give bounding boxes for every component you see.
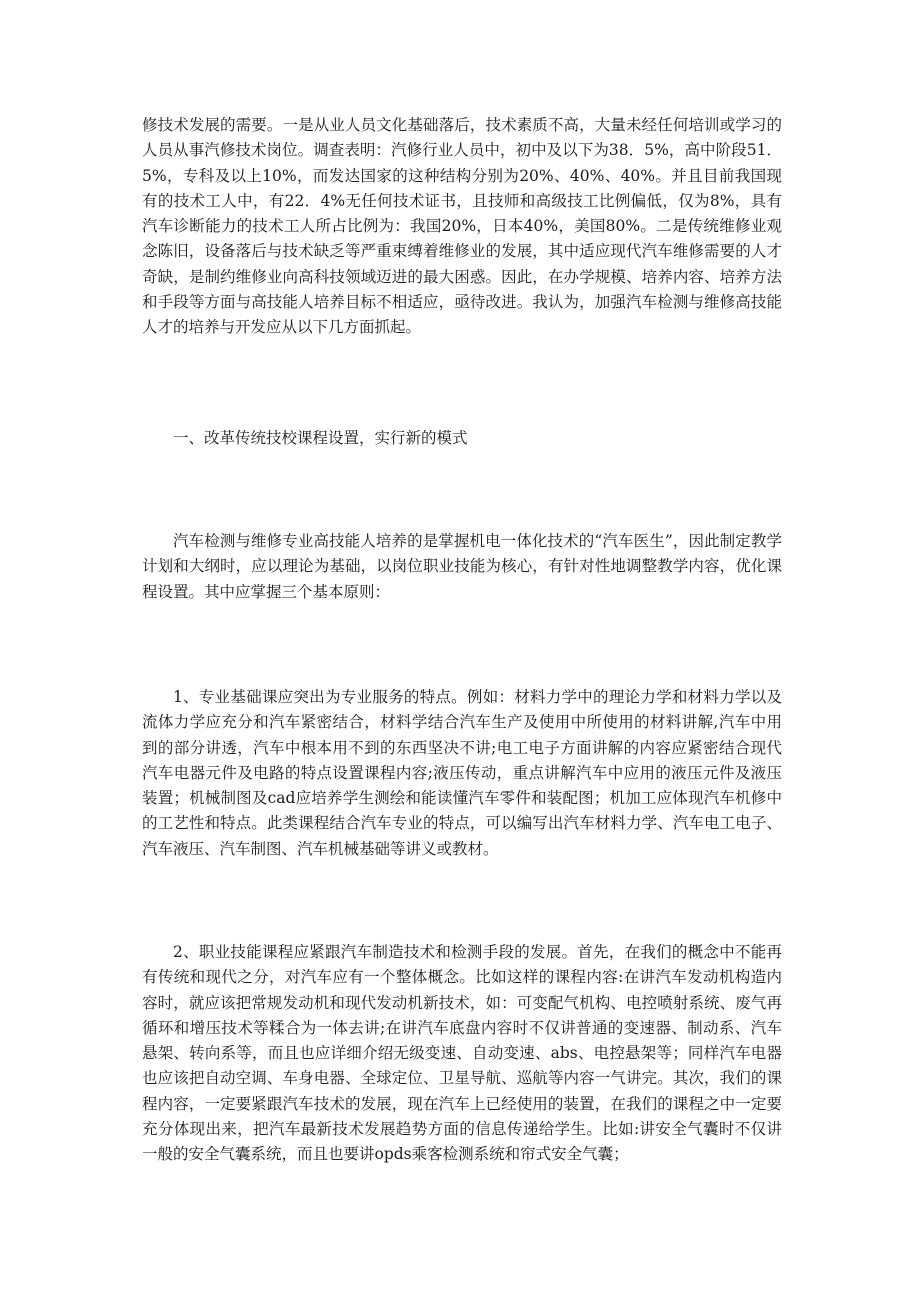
section-heading-1: 一、改革传统技校课程设置，实行新的模式: [173, 429, 468, 447]
body-paragraph-1: 修技术发展的需要。一是从业人员文化基础落后，技术素质不高，大量未经任何培训或学习的人员从事汽修技术岗位。调查表明：汽修行业人员中，初中及以下为38．5%，高中阶段51．5%，专科及以上10%，而发达国家的这种结构分别为20%、40%、40%。并且目前我国现有的技术工人中，有22．4%无任何技术证书，且技师和高级技工比例偏低，仅为8%，具有汽车诊断能力的技术工人所占比例为：我国20%，日本40%，美国80%。二是传统维修业观念陈旧，设备落后与技术缺乏等严重束缚着维修业的发展，其中适应现代汽车维修需要的人才奇缺，是制约维修业向高科技领域迈进的最大困惑。因此，在办学规模、培养内容、培养方法和手段等方面与高技能人培养目标不相适应，亟待改进。我认为，加强汽车检测与维修高技能人才的培养与开发应从以下几方面抓起。: [142, 116, 782, 337]
body-paragraph-4: 2、职业技能课程应紧跟汽车制造技术和检测手段的发展。首先，在我们的概念中不能再有传统和现代之分，对汽车应有一个整体概念。比如这样的课程内容:在讲汽车发动机构造内容时，就应该把常规发动机和现代发动机新技术，如：可变配气机构、电控喷射系统、废气再循环和增压技术等糅合为一体去讲;在讲汽车底盘内容时不仅讲普通的变速器、制动系、汽车悬架、转向系等，而且也应详细介绍无级变速、自动变速、abs、电控悬架等；同样汽车电器也应该把自动空调、车身电器、全球定位、卫星导航、巡航等内容一气讲完。其次，我们的课程内容，一定要紧跟汽车技术的发展，现在汽车上已经使用的装置，在我们的课程之中一定要充分体现出来，把汽车最新技术发展趋势方面的信息传递给学生。比如:讲安全气囊时不仅讲一般的安全气囊系统，而且也要讲opds乘客检测系统和帘式安全气囊；: [142, 943, 782, 1164]
body-paragraph-3: 1、专业基础课应突出为专业服务的特点。例如：材料力学中的理论力学和材料力学以及流体力学应充分和汽车紧密结合，材料学结合汽车生产及使用中所使用的材料讲解,汽车中用到的部分讲透，汽车中根本用不到的东西坚决不讲;电工电子方面讲解的内容应紧密结合现代汽车电器元件及电路的特点设置课程内容;液压传动，重点讲解汽车中应用的液压元件及液压装置；机械制图及cad应培养学生测绘和能读懂汽车零件和装配图；机加工应体现汽车机修中的工艺性和特点。此类课程结合汽车专业的特点，可以编写出汽车材料力学、汽车电工电子、汽车液压、汽车制图、汽车机械基础等讲义或教材。: [142, 688, 782, 858]
body-paragraph-2: 汽车检测与维修专业高技能人培养的是掌握机电一体化技术的“汽车医生”，因此制定教学计划和大纲时，应以理论为基础，以岗位职业技能为核心，有针对性地调整教学内容，优化课程设置。其中应掌握三个基本原则：: [142, 532, 782, 601]
